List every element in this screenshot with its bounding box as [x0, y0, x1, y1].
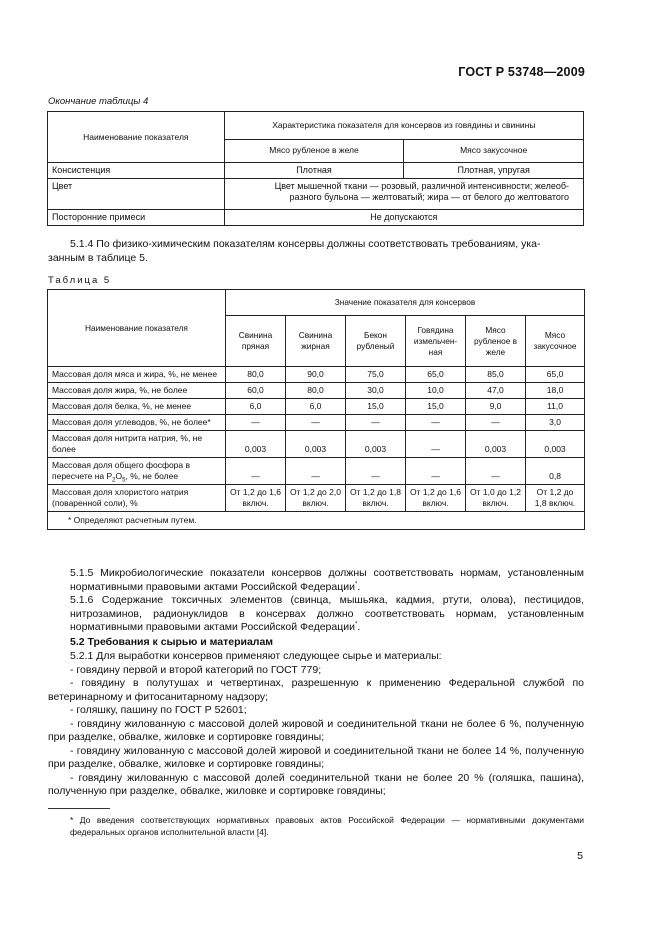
- table5-cell: 0,003: [526, 431, 585, 458]
- table-row: [48, 458, 585, 485]
- list-intro: 5.2.1 Для выработки консервов применяют следующее сырье и материалы:: [70, 650, 442, 662]
- table-row: [48, 485, 585, 512]
- table4-row-name: Консистенция: [48, 163, 225, 179]
- table-row: [48, 383, 585, 399]
- table-row: [48, 415, 585, 431]
- paragraph-text: [48, 567, 584, 594]
- table5-cell: 15,0: [406, 399, 466, 415]
- paragraph-5-1-6: [48, 594, 584, 635]
- table4-cell: Плотная, упругая: [404, 163, 584, 179]
- table5-cell: 0,003: [466, 431, 526, 458]
- table5-row-name: Массовая доля белка, %, не менее: [48, 399, 226, 415]
- list-item: - говядину жилованную с массовой долей жировой и соединительной ткани не более 6 %, полученную при разделке, обвалке, жиловке и сортировке говядины;: [48, 717, 584, 743]
- paragraph-5-1-5: [48, 567, 584, 594]
- table4-row-name: Цвет: [48, 179, 225, 210]
- table4-subheader: Мясо рубленое в желе: [224, 139, 404, 162]
- table5-cell: 0,003: [226, 431, 286, 458]
- table5-cell: От 1,2 до 1,8 включ.: [346, 485, 406, 512]
- table5-cell: От 1,2 до 1,8 включ.: [526, 485, 585, 512]
- table5-column-header: Мясо закусочное: [526, 316, 585, 367]
- table5-cell: От 1,0 до 1,2 включ.: [466, 485, 526, 512]
- list-item: - говядину в полутушах и четвертинах, разрешенную к применению Федеральной службой по ветеринарному и фитосанитарному надзору;: [48, 677, 584, 703]
- table5-cell: 9,0: [466, 399, 526, 415]
- table5-row-name: Массовая доля углеводов, %, не более*: [48, 415, 226, 431]
- table4-col-header: Наименование показателя: [48, 112, 225, 163]
- table5-cell: От 1,2 до 1,6 включ.: [406, 485, 466, 512]
- table5-column-header: Мясо рубленое в желе: [466, 316, 526, 367]
- table5-cell: 30,0: [346, 383, 406, 399]
- table5-cell: 6,0: [226, 399, 286, 415]
- table5-title: Таблица 5: [48, 275, 112, 286]
- table5-cell: —: [226, 458, 286, 485]
- table5-row-name: Массовая доля хлористого натрия (поваренной соли), %: [48, 485, 226, 512]
- table5-cell: 6,0: [286, 399, 346, 415]
- list-item: - говядину жилованную с массовой долей жировой и соединительной ткани не более 14 %, полученную при разделке, обвалке, жиловке и сортировке говядины;: [48, 744, 584, 770]
- table5-cell: 75,0: [346, 367, 406, 383]
- footnote-divider: [48, 808, 110, 809]
- table5-row-name: [48, 458, 226, 485]
- table5-cell: —: [346, 458, 406, 485]
- table5-cell: 80,0: [286, 383, 346, 399]
- list-item: - говядину жилованную с массовой долей соединительной ткани не более 20 % (голяшка, пашина), полученную при разделке, обвалке, жиловке и сортировке говядины;: [48, 771, 584, 797]
- table5-column-header: Говядина измельчен-ная: [406, 316, 466, 367]
- table5-cell: 80,0: [226, 367, 286, 383]
- footnote-text: * До введения соответствующих нормативных правовых актов Российской Федерации — нормативными документами федеральных органов исполнительной власти [4].: [70, 815, 584, 837]
- table4-merged-line: Цвет мышечной ткани — розовый, различной интенсивности; желеоб-: [274, 181, 569, 191]
- table5-cell: 65,0: [526, 367, 585, 383]
- table4-group-header: Характеристика показателя для консервов из говядины и свинины: [224, 112, 583, 140]
- table5-column-header: Свинина жирная: [286, 316, 346, 367]
- table5-cell: —: [286, 458, 346, 485]
- table5-cell: —: [466, 458, 526, 485]
- paragraph-line: занным в таблице 5.: [48, 251, 148, 264]
- table4-row-name: Посторонние примеси: [48, 210, 225, 226]
- table5-cell: 85,0: [466, 367, 526, 383]
- subscript: 5: [122, 477, 126, 484]
- table5-column-header: Бекон рубленый: [346, 316, 406, 367]
- table5-cell: 90,0: [286, 367, 346, 383]
- list-item: - говядину первой и второй категорий по ГОСТ 779;: [70, 663, 322, 676]
- table-4: [47, 111, 584, 226]
- paragraph-body: 5.1.5 Микробиологические показатели консервов должны соответствовать нормам, установленным нормативными правовыми актами Российской Федерации: [70, 567, 584, 593]
- table4-merged-cell: Не допускаются: [224, 210, 583, 226]
- row-name-part: Массовая доля общего фосфора в пересчете на P: [52, 460, 191, 481]
- table5-footnote: * Определяют расчетным путем.: [48, 512, 585, 530]
- table4-subheader: Мясо закусочное: [404, 139, 584, 162]
- table5-cell: —: [406, 431, 466, 458]
- paragraph-body: 5.1.6 Содержание токсичных элементов (свинца, мышьяка, кадмия, ртути, олова), пестицидов, нитрозаминов, радионуклидов в консервах должно соответствовать нормам, установленным нормативными правовыми актами Российской Федерации: [70, 594, 584, 633]
- table5-cell: 0,8: [526, 458, 585, 485]
- table5-row-name: Массовая доля нитрита натрия, %, не более: [48, 431, 226, 458]
- row-name-part: , %, не более: [125, 471, 179, 481]
- footnote-mark: *: [354, 621, 358, 628]
- table5-row-name: Массовая доля мяса и жира, %, не менее: [48, 367, 226, 383]
- table5-cell: 3,0: [526, 415, 585, 431]
- paragraph-text: [48, 594, 584, 635]
- table5-cell: 11,0: [526, 399, 585, 415]
- row-name-part: O: [115, 471, 123, 481]
- table5-cell: —: [466, 415, 526, 431]
- table4-cell: Плотная: [224, 163, 404, 179]
- table5-cell: 65,0: [406, 367, 466, 383]
- section-title: 5.2 Требования к сырью и материалам: [70, 636, 274, 648]
- material-list: [48, 650, 584, 799]
- table5-col-header: Наименование показателя: [48, 290, 226, 367]
- paragraph-5-1-4: [48, 238, 584, 265]
- page-number: 5: [577, 850, 583, 862]
- paragraph-end: .: [357, 621, 361, 633]
- table5-column-header: Свинина пряная: [226, 316, 286, 367]
- table5-cell: 0,003: [346, 431, 406, 458]
- table-5: [47, 289, 585, 530]
- table5-cell: 0,003: [286, 431, 346, 458]
- table5-cell: 60,0: [226, 383, 286, 399]
- paragraph-end: .: [357, 580, 361, 593]
- table5-cell: 47,0: [466, 383, 526, 399]
- table5-cell: —: [226, 415, 286, 431]
- table4-merged-line: разного бульона — желтоватый; жира — от белого до желтоватого: [289, 192, 569, 202]
- table5-cell: От 1,2 до 1,6 включ.: [226, 485, 286, 512]
- table5-cell: —: [406, 458, 466, 485]
- table5-cell: 15,0: [346, 399, 406, 415]
- table5-cell: 10,0: [406, 383, 466, 399]
- table-row: [48, 431, 585, 458]
- table5-group-header: Значение показателя для консервов: [226, 290, 585, 316]
- list-item: - голяшку, пашину по ГОСТ Р 52601;: [70, 704, 247, 716]
- table5-cell: —: [406, 415, 466, 431]
- standard-code: ГОСТ Р 53748—2009: [458, 65, 585, 79]
- table5-cell: От 1,2 до 2,0 включ.: [286, 485, 346, 512]
- paragraph-line: 5.1.4 По физико-химическим показателям консервы должны соответствовать требованиям, ука-: [70, 238, 541, 250]
- table5-cell: 18,0: [526, 383, 585, 399]
- page-footnote: [48, 814, 584, 838]
- table5-cell: —: [346, 415, 406, 431]
- table4-caption: Окончание таблицы 4: [48, 96, 149, 107]
- table5-cell: —: [286, 415, 346, 431]
- footnote-mark: *: [354, 581, 358, 587]
- table4-merged-cell: [224, 179, 583, 210]
- table-row: [48, 399, 585, 415]
- subscript: 2: [112, 477, 116, 484]
- table5-row-name: Массовая доля жира, %, не более: [48, 383, 226, 399]
- table-row: [48, 367, 585, 383]
